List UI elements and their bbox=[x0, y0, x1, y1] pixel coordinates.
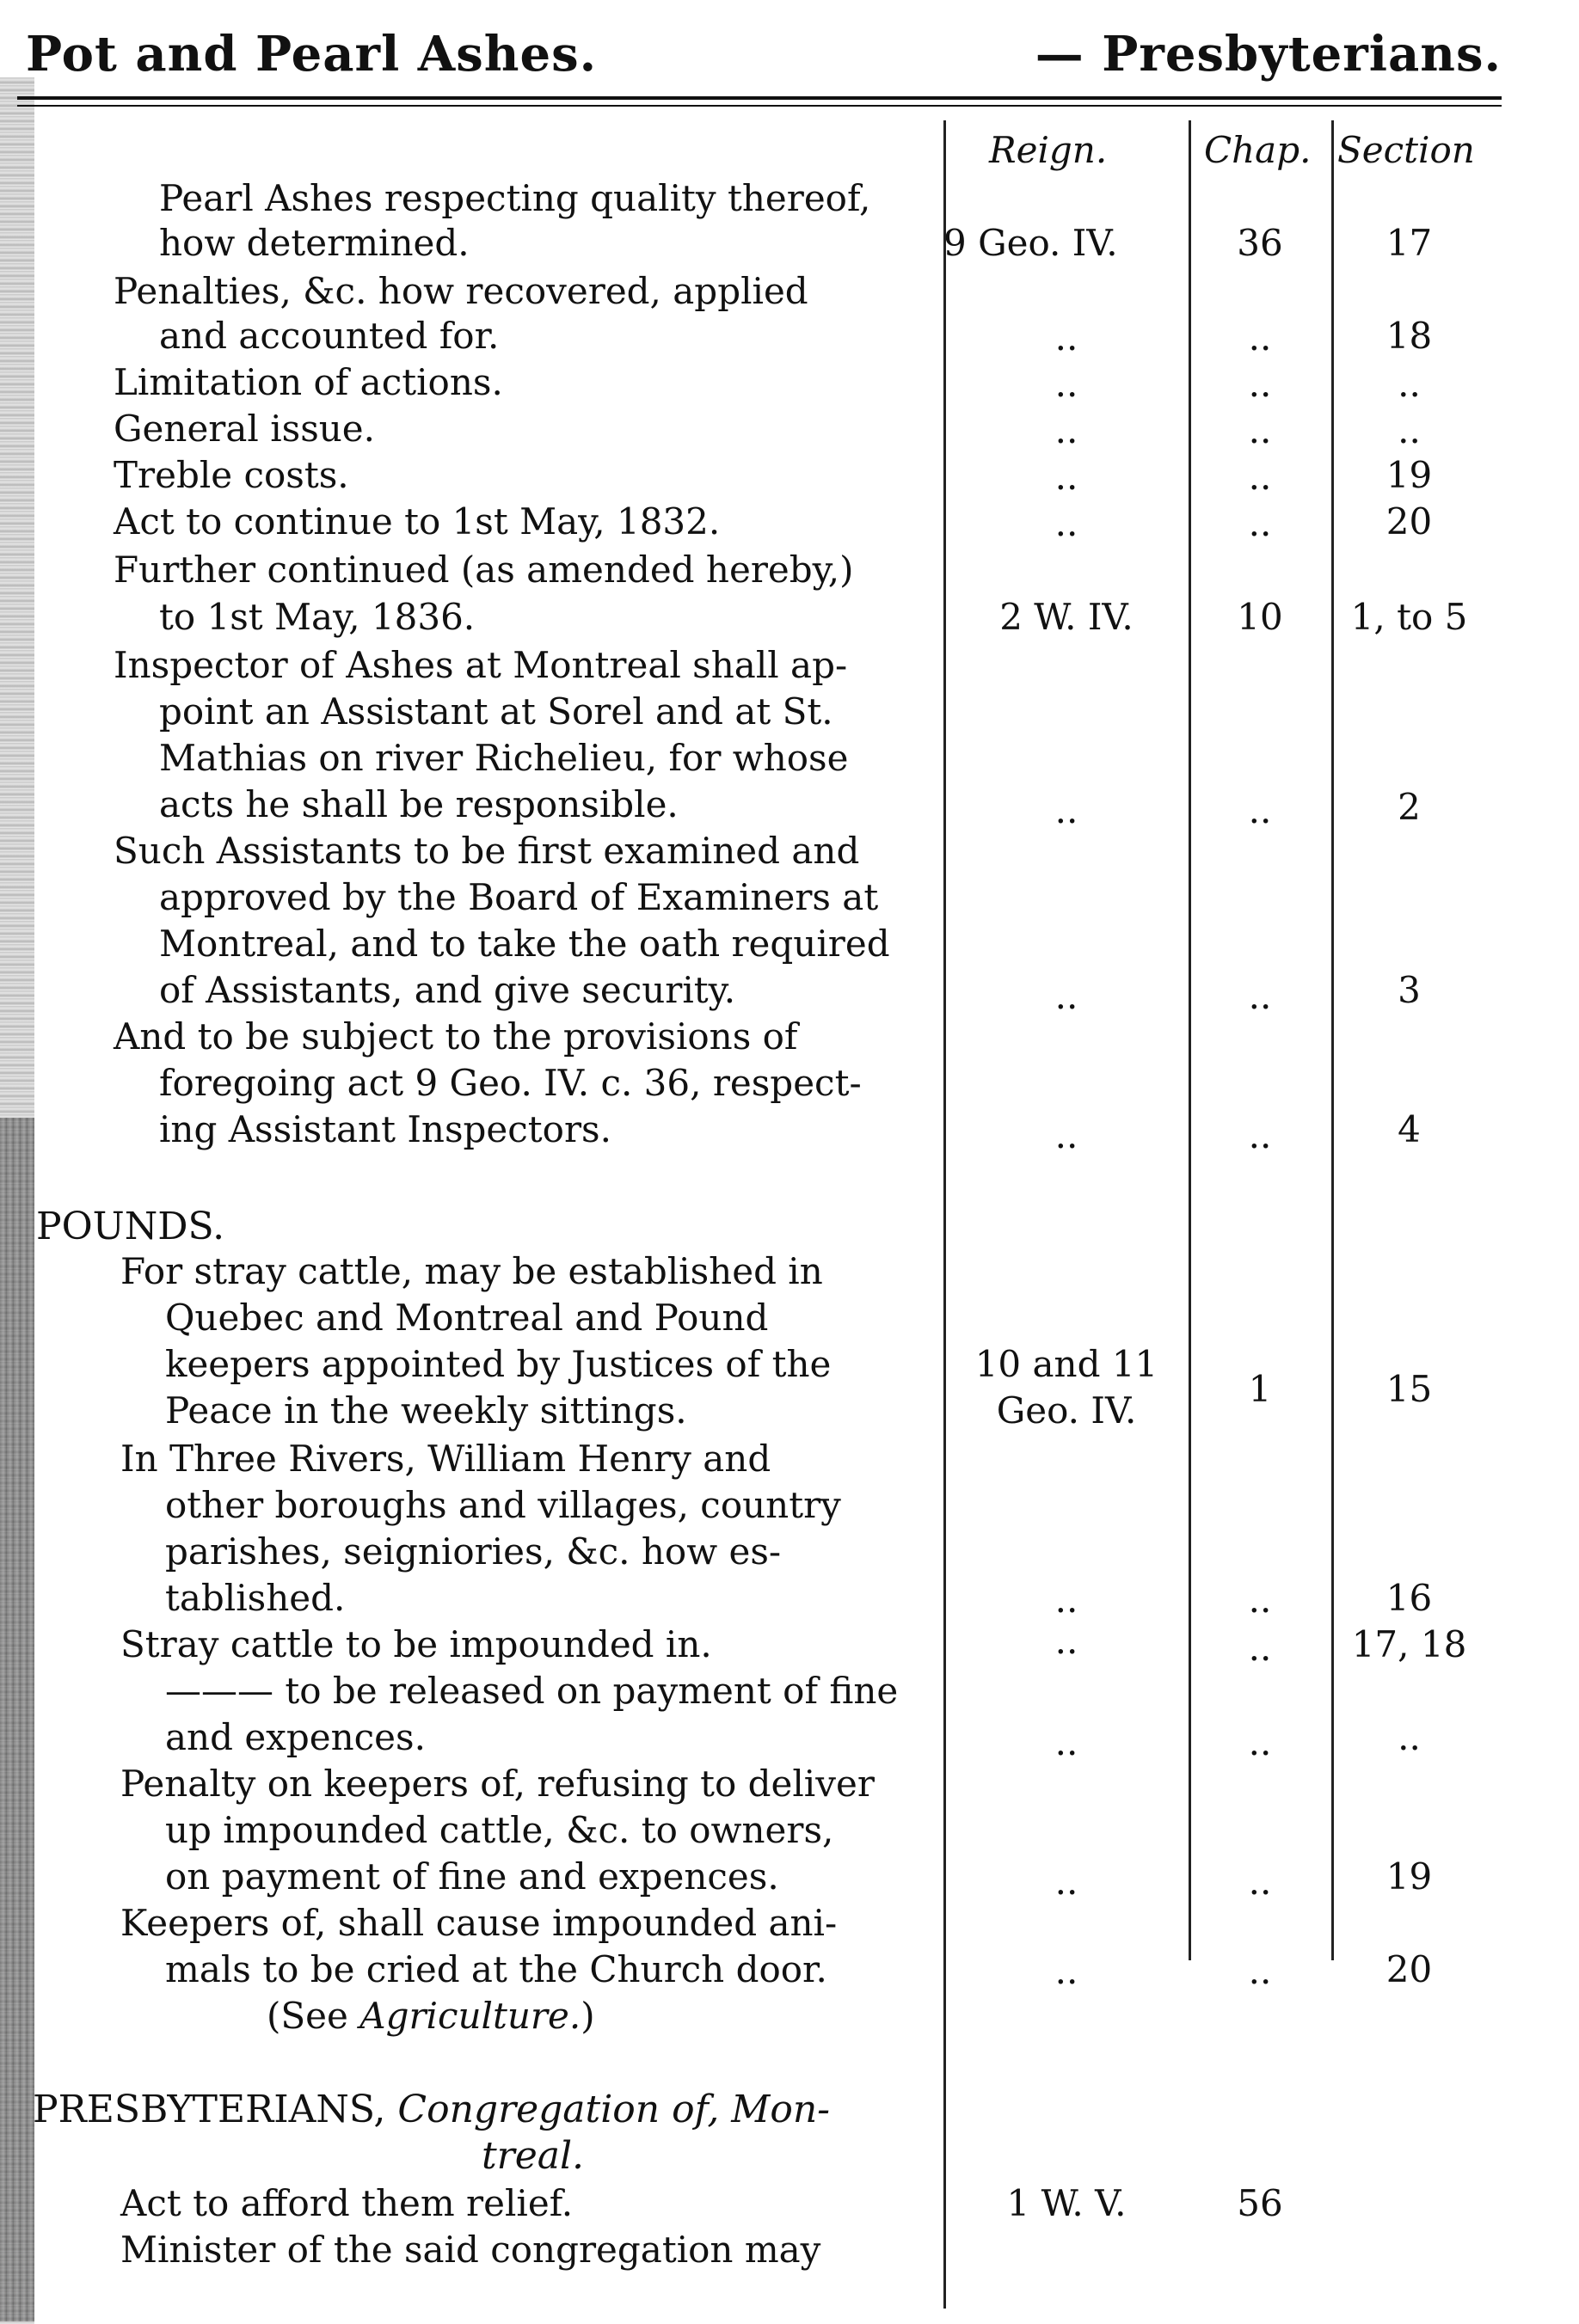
entry-section: 4 bbox=[1398, 1108, 1421, 1150]
entry-chap: .. bbox=[1248, 1114, 1272, 1156]
entry-text: Inspector of Ashes at Montreal shall ap- bbox=[114, 644, 848, 686]
entry-section: 19 bbox=[1385, 454, 1433, 496]
entry-chap: .. bbox=[1248, 975, 1272, 1017]
entry-chap: .. bbox=[1248, 409, 1272, 451]
entry-text: Act to afford them relief. bbox=[120, 2182, 574, 2224]
entry-text: Keepers of, shall cause impounded ani- bbox=[120, 1902, 838, 1944]
entry-text: General issue. bbox=[114, 408, 376, 450]
entry-reign: .. bbox=[1054, 363, 1078, 405]
entry-section: 18 bbox=[1385, 315, 1433, 357]
entry-reign: .. bbox=[1054, 975, 1078, 1017]
entry-reign: .. bbox=[1054, 1950, 1078, 1992]
entry-text: Minister of the said congregation may bbox=[120, 2229, 821, 2271]
entry-reign: 2 W. IV. bbox=[999, 596, 1134, 638]
entry-section: 20 bbox=[1385, 1948, 1433, 1990]
see-also-reference: (See Agriculture.) bbox=[267, 1995, 595, 2037]
entry-chap: 56 bbox=[1237, 2182, 1283, 2224]
entry-chap: .. bbox=[1248, 1950, 1272, 1992]
entry-chap: 36 bbox=[1237, 222, 1283, 264]
entry-reign: .. bbox=[1054, 1620, 1078, 1662]
entry-text: and expences. bbox=[165, 1716, 426, 1758]
entry-text: Such Assistants to be first examined and bbox=[114, 830, 860, 872]
entry-text: up impounded cattle, &c. to owners, bbox=[165, 1809, 834, 1851]
entry-reign: .. bbox=[1054, 409, 1078, 451]
entry-text: mals to be cried at the Church door. bbox=[165, 1948, 827, 1990]
entry-reign: 9 Geo. IV. bbox=[943, 222, 1118, 264]
entry-reign: .. bbox=[1054, 316, 1078, 359]
entry-text: Penalties, &c. how recovered, applied bbox=[114, 270, 808, 312]
page-edge-shading-lower bbox=[0, 1118, 34, 2321]
entry-chap: .. bbox=[1248, 456, 1272, 498]
entry-reign: 1 W. V. bbox=[1006, 2182, 1127, 2224]
entry-chap: .. bbox=[1248, 363, 1272, 405]
entry-chap: .. bbox=[1248, 1721, 1272, 1763]
entry-chap: .. bbox=[1248, 1627, 1272, 1669]
entry-text: Act to continue to 1st May, 1832. bbox=[114, 500, 721, 543]
entry-section: 3 bbox=[1398, 969, 1421, 1011]
entry-text: and accounted for. bbox=[159, 315, 500, 357]
entry-reign: .. bbox=[1054, 502, 1078, 544]
entry-section: .. bbox=[1398, 1716, 1421, 1758]
header-right-title: — Presbyterians. bbox=[1035, 26, 1502, 83]
section-heading-presbyterians-cont: treal. bbox=[482, 2134, 585, 2178]
entry-text: Further continued (as amended hereby,) bbox=[114, 549, 854, 591]
header-rule-thick bbox=[17, 96, 1502, 100]
section-heading-presbyterians: PRESBYTERIANS, Congregation of, Mon- bbox=[33, 2088, 831, 2131]
entry-section: .. bbox=[1398, 363, 1421, 405]
entry-section: 19 bbox=[1385, 1855, 1433, 1898]
column-header-chap: Chap. bbox=[1204, 129, 1312, 171]
entry-text: to 1st May, 1836. bbox=[159, 596, 476, 638]
entry-text: point an Assistant at Sorel and at St. bbox=[159, 690, 833, 733]
entry-text: Treble costs. bbox=[114, 454, 349, 496]
header-rule-thin bbox=[17, 105, 1502, 107]
header-left-title: Pot and Pearl Ashes. bbox=[26, 26, 598, 83]
entry-chap: 10 bbox=[1237, 596, 1283, 638]
column-header-reign: Reign. bbox=[989, 129, 1108, 171]
entry-text: on payment of fine and expences. bbox=[165, 1855, 779, 1898]
entry-reign: .. bbox=[1054, 456, 1078, 498]
entry-text: of Assistants, and give security. bbox=[159, 969, 736, 1011]
entry-text: Mathias on river Richelieu, for whose bbox=[159, 737, 849, 779]
entry-reign: .. bbox=[1054, 1579, 1078, 1621]
entry-section: .. bbox=[1398, 409, 1421, 451]
entry-text: ——— to be released on payment of fine bbox=[165, 1670, 899, 1712]
entry-text: In Three Rivers, William Henry and bbox=[120, 1438, 771, 1480]
entry-text: Stray cattle to be impounded in. bbox=[120, 1623, 712, 1665]
entry-chap: 1 bbox=[1248, 1368, 1272, 1410]
entry-section: 17, 18 bbox=[1351, 1623, 1467, 1665]
entry-reign: .. bbox=[1054, 1114, 1078, 1156]
entry-section: 20 bbox=[1385, 500, 1433, 543]
entry-reign: .. bbox=[1054, 1861, 1078, 1903]
entry-text: ing Assistant Inspectors. bbox=[159, 1108, 611, 1150]
entry-chap: .. bbox=[1248, 502, 1272, 544]
entry-chap: .. bbox=[1248, 789, 1272, 831]
entry-text: tablished. bbox=[165, 1577, 346, 1619]
entry-text: Pearl Ashes respecting quality thereof, bbox=[159, 177, 871, 219]
entry-text: Penalty on keepers of, refusing to deliver bbox=[120, 1763, 875, 1805]
entry-text: For stray cattle, may be established in bbox=[120, 1250, 823, 1292]
entry-section: 16 bbox=[1385, 1577, 1433, 1619]
entry-text: acts he shall be responsible. bbox=[159, 783, 679, 825]
entry-text: foregoing act 9 Geo. IV. c. 36, respect- bbox=[159, 1062, 862, 1104]
entry-section: 15 bbox=[1385, 1368, 1433, 1410]
entry-reign: Geo. IV. bbox=[996, 1389, 1137, 1432]
entry-reign: 10 and 11 bbox=[974, 1343, 1158, 1385]
section-heading-pounds: POUNDS. bbox=[36, 1205, 225, 1248]
column-header-section: Section bbox=[1337, 129, 1475, 171]
entry-section: 17 bbox=[1385, 222, 1433, 264]
entry-text: keepers appointed by Justices of the bbox=[165, 1343, 832, 1385]
entry-text: other boroughs and villages, country bbox=[165, 1484, 841, 1526]
entry-chap: .. bbox=[1248, 1861, 1272, 1903]
entry-text: Limitation of actions. bbox=[114, 361, 503, 403]
entry-text: And to be subject to the provisions of bbox=[114, 1015, 798, 1058]
entry-text: approved by the Board of Examiners at bbox=[159, 876, 879, 918]
entry-reign: .. bbox=[1054, 1721, 1078, 1763]
entry-text: parishes, seigniories, &c. how es- bbox=[165, 1530, 782, 1573]
entry-section: 2 bbox=[1398, 786, 1421, 828]
entry-chap: .. bbox=[1248, 1579, 1272, 1621]
entry-section: 1, to 5 bbox=[1350, 596, 1468, 638]
entry-chap: .. bbox=[1248, 316, 1272, 359]
entry-text: Quebec and Montreal and Pound bbox=[165, 1297, 769, 1339]
entry-reign: .. bbox=[1054, 789, 1078, 831]
see-also-link: Agriculture. bbox=[359, 1995, 581, 2037]
entry-text: Montreal, and to take the oath required bbox=[159, 923, 890, 965]
entry-text: Peace in the weekly sittings. bbox=[165, 1389, 687, 1432]
entry-text: how determined. bbox=[159, 222, 470, 264]
